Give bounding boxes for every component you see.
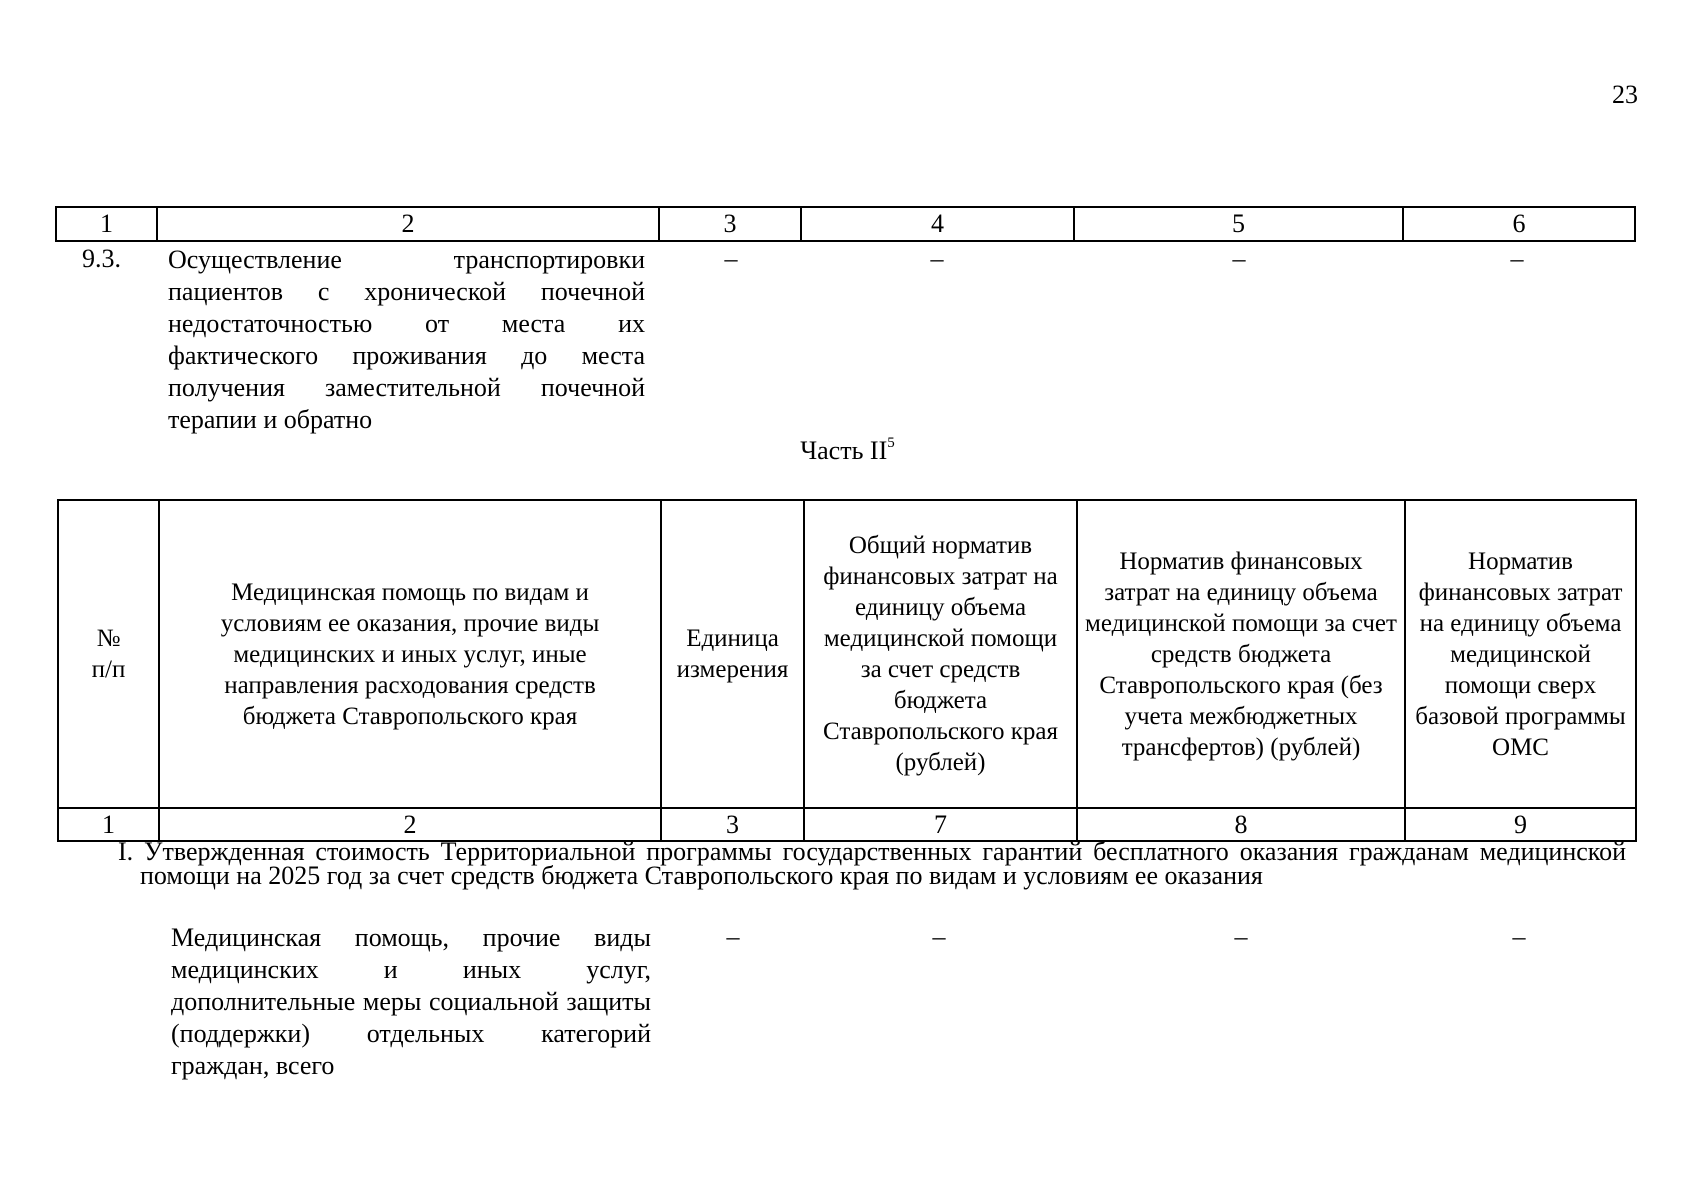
value-dash: – [726, 922, 740, 951]
header-unit-text: Единица измерения [676, 625, 789, 683]
column-number: 6 [1403, 207, 1635, 241]
column-number: 2 [157, 207, 659, 241]
part-title-text: Часть II [800, 436, 888, 465]
header-number-text: № п/п [91, 625, 126, 683]
row-description: Осуществление транспортировки пациентов с хронической почечной недостаточностью от места их фактического проживания до места получения заместительной почечной терапии и обратно [168, 245, 645, 434]
column-number: 9 [1405, 808, 1636, 841]
header-budget-norm [1077, 500, 1405, 808]
column-number: 2 [159, 808, 661, 841]
header-above-base-norm [1405, 500, 1636, 808]
footnote-marker: 5 [887, 435, 895, 451]
column-number: 7 [804, 808, 1077, 841]
header-above-base-norm-text: Норматив финансовых затрат на единицу объема медицинской помощи сверх базовой программы ОМС [1415, 547, 1626, 761]
header-table [57, 499, 1637, 842]
part-title [0, 435, 1695, 466]
header-medical-care-text: Медицинская помощь по видам и условиям ее оказания, прочие виды медицинских и иных услуг, иные направления расходования средств бюджета Ставропольского края [220, 578, 600, 730]
column-number: 1 [58, 808, 159, 841]
column-number: 1 [56, 207, 157, 241]
row-number: 9.3. [82, 244, 121, 273]
value-dash: – [1234, 922, 1248, 951]
value-dash: – [930, 244, 944, 273]
column-number: 5 [1074, 207, 1403, 241]
row-description: Медицинская помощь, прочие виды медицинских и иных услуг, дополнительные меры социальной защиты (поддержки) отдельных категорий граждан, всего [171, 923, 651, 1080]
column-number: 8 [1077, 808, 1405, 841]
value-dash: – [1232, 244, 1246, 273]
header-budget-norm-text: Норматив финансовых затрат на единицу объема медицинской помощи за счет средств бюджета Ставропольского края (без учета межбюджетных трансфертов) (рублей) [1085, 547, 1397, 761]
column-number-table-top [55, 206, 1636, 242]
header-medical-care [159, 500, 661, 808]
section-heading: I. Утвержденная стоимость Территориальной программы государственных гарантий бесплатного оказания гражданам медицинской помощи на 2025 год за счет средств бюджета Ставропольского края по видам и условиям ее оказания [118, 837, 1626, 890]
value-dash: – [1512, 922, 1526, 951]
header-total-norm [804, 500, 1077, 808]
value-dash: – [1510, 244, 1524, 273]
header-total-norm-text: Общий норматив финансовых затрат на единицу объема медицинской помощи за счет средств бюджета Ставропольского края (рублей) [823, 532, 1058, 776]
column-number: 4 [801, 207, 1074, 241]
value-dash: – [724, 244, 738, 273]
page-number: 23 [1612, 80, 1638, 109]
header-number [58, 500, 159, 808]
header-unit [661, 500, 804, 808]
column-number: 3 [661, 808, 804, 841]
value-dash: – [932, 922, 946, 951]
column-number: 3 [659, 207, 801, 241]
